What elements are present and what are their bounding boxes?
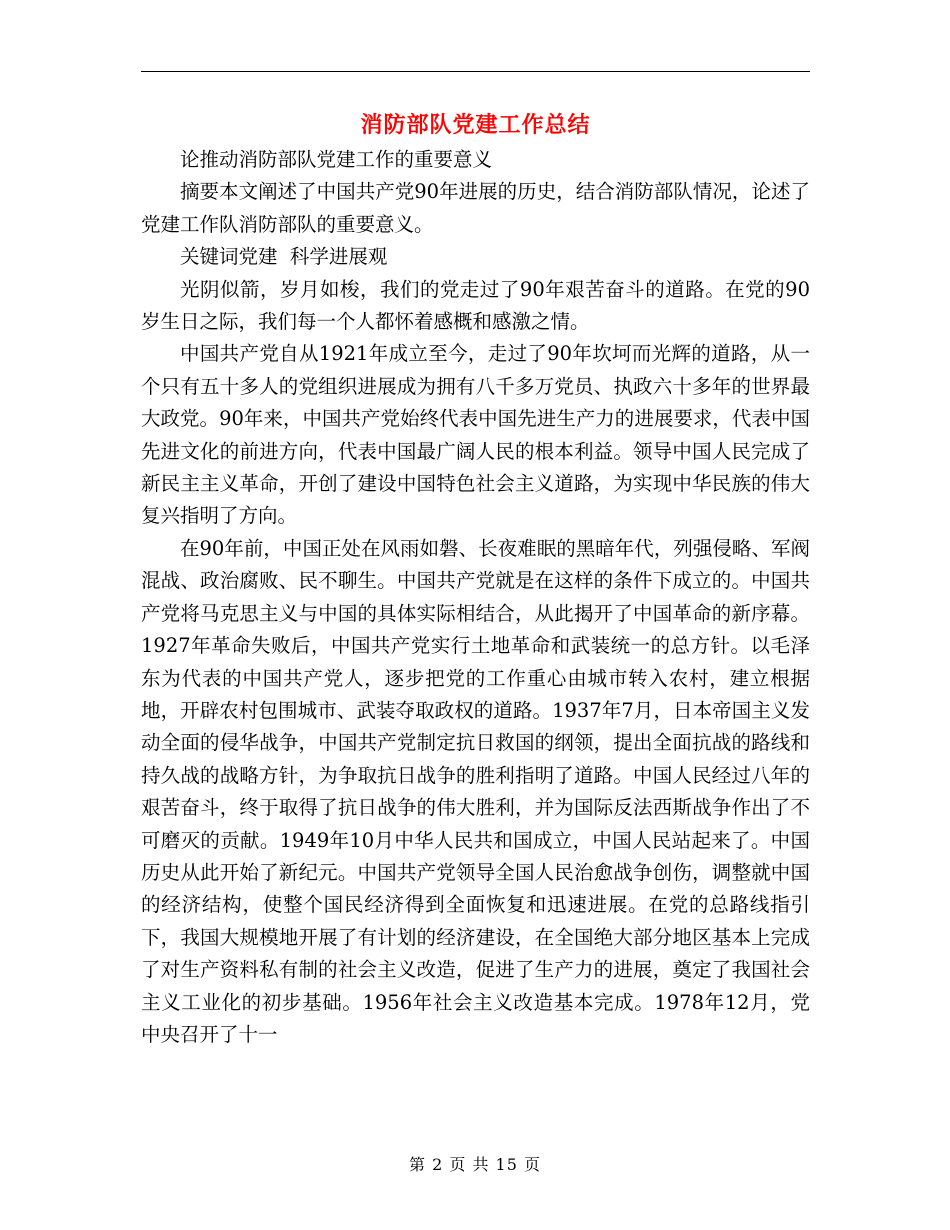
document-body <box>141 144 810 1051</box>
body-paragraph: 中国共产党自从1921年成立至今，走过了90年坎坷而光辉的道路，从一个只有五十多人的党组织进展成为拥有八千多万党员、执政六十多年的世界最大政党。90年来，中国共产党始终代表中国先进生产力的进展要求，代表中国先进文化的前进方向，代表中国最广阔人民的根本利益。领导中国人民完成了新民主主义革命，开创了建设中国特色社会主义道路，为实现中华民族的伟大复兴指明了方向。 <box>141 342 810 528</box>
header-rule <box>141 71 810 72</box>
body-paragraph: 光阴似箭，岁月如梭，我们的党走过了90年艰苦奋斗的道路。在党的90岁生日之际，我们每一个人都怀着感概和感激之情。 <box>141 277 810 334</box>
keywords-paragraph: 关键词党建 科学进展观 <box>180 245 388 269</box>
page-number: 第 2 页 共 15 页 <box>409 1155 541 1174</box>
page-footer <box>0 1153 950 1177</box>
document-title: 消防部队党建工作总结 <box>360 112 591 138</box>
abstract-paragraph: 摘要本文阐述了中国共产党90年进展的历史，结合消防部队情况，论述了党建工作队消防部队的重要意义。 <box>141 180 810 236</box>
subtitle-paragraph: 论推动消防部队党建工作的重要意义 <box>180 148 493 171</box>
body-paragraph: 在90年前，中国正处在风雨如磐、长夜难眠的黑暗年代，列强侵略、军阀混战、政治腐败、民不聊生。中国共产党就是在这样的条件下成立的。中国共产党将马克思主义与中国的具体实际相结合，从此揭开了中国革命的新序幕。1927年革命失败后，中国共产党实行土地革命和武装统一的总方针。以毛泽东为代表的中国共产党人，逐步把党的工作重心由城市转入农村，建立根据地，开辟农村包围城市、武装夺取政权的道路。1937年7月，日本帝国主义发动全面的侵华战争，中国共产党制定抗日救国的纲领，提出全面抗战的路线和持久战的战略方针，为争取抗日战争的胜利指明了道路。中国人民经过八年的艰苦奋斗，终于取得了抗日战争的伟大胜利，并为国际反法西斯战争作出了不可磨灭的贡献。1949年10月中华人民共和国成立，中国人民站起来了。中国历史从此开始了新纪元。中国共产党领导全国人民治愈战争创伤，调整就中国的经济结构，使整个国民经济得到全面恢复和迅速进展。在党的总路线指引下，我国大规模地开展了有计划的经济建设，在全国绝大部分地区基本上完成了对生产资料私有制的社会主义改造，促进了生产力的进展，奠定了我国社会主义工业化的初步基础。1956年社会主义改造基本完成。1978年12月，党中央召开了十一 <box>141 536 810 1046</box>
